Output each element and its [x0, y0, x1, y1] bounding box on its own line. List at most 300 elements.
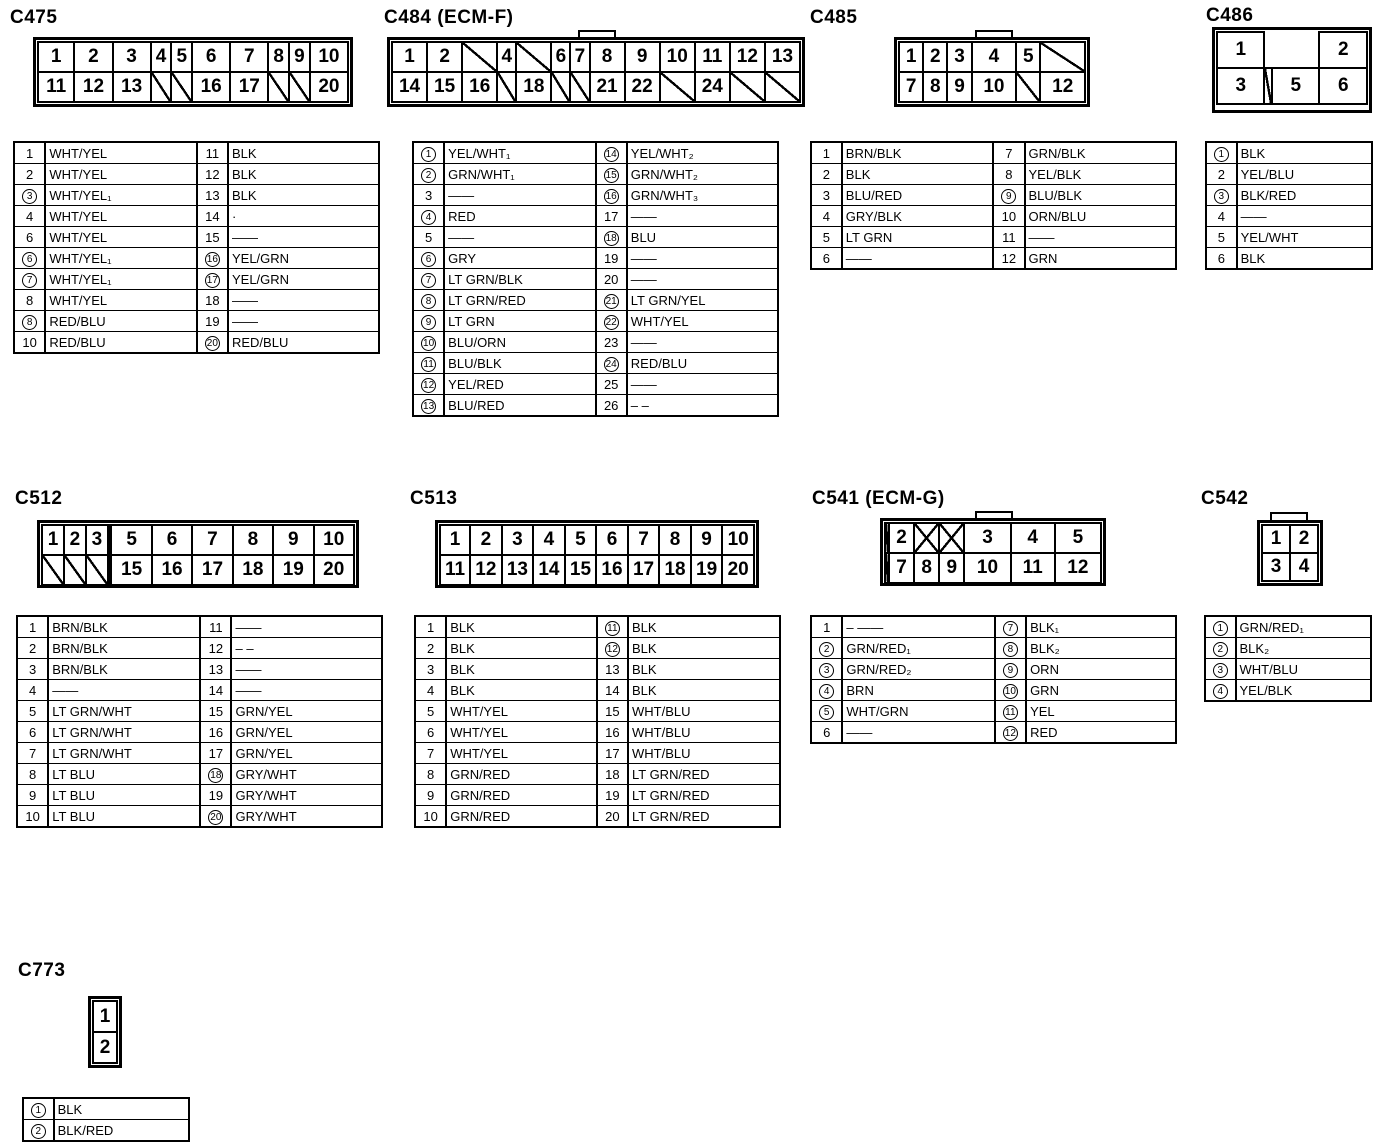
- table-row: [1205, 659, 1371, 680]
- wire-color: RED: [1026, 722, 1176, 744]
- pin-cavity: 4: [533, 525, 565, 555]
- pin-number: 4: [415, 680, 446, 701]
- wire-color: GRN/YEL: [231, 722, 382, 743]
- wire-color: BLK: [446, 616, 597, 638]
- pin-number: 13: [597, 659, 628, 680]
- pin-cavity: 2: [1290, 525, 1318, 553]
- wire-color: GRN: [1026, 680, 1176, 701]
- table-row: [14, 164, 379, 185]
- pin-cavity: 2: [923, 42, 947, 72]
- wire-color: WHT/YEL: [627, 311, 778, 332]
- pin-number: 15: [197, 227, 228, 248]
- pin-cavity: 1: [899, 42, 923, 72]
- pin-grid: [884, 522, 1102, 584]
- table-row: [811, 185, 1176, 206]
- pin-number: 6: [415, 722, 446, 743]
- empty-cavity: [660, 72, 695, 102]
- pin-number: 3: [819, 663, 834, 678]
- table-row: [1205, 638, 1371, 659]
- table-row: [17, 680, 382, 701]
- wire-color: BLK₂: [1026, 638, 1176, 659]
- pin-cavity: 10: [722, 525, 754, 555]
- pin-grid: [37, 41, 349, 103]
- wire-color: LT GRN: [842, 227, 993, 248]
- table-row: [14, 269, 379, 290]
- pin-number: 12: [993, 248, 1024, 270]
- pin-cavity: 2: [1319, 32, 1367, 68]
- pin-number: 6: [14, 227, 45, 248]
- pin-cavity: 2: [889, 523, 914, 553]
- table-row: [23, 1098, 189, 1120]
- table-row: [14, 290, 379, 311]
- pin-number: 15: [605, 169, 617, 181]
- wire-color: LT BLU: [48, 806, 200, 828]
- pin-cavity: 1: [1262, 525, 1290, 553]
- pin-cavity: 3: [964, 523, 1010, 553]
- pin-number: 15: [597, 701, 628, 722]
- pin-number: 16: [206, 253, 218, 265]
- pin-cavity: 3: [1262, 553, 1290, 581]
- pin-cavity: 10: [310, 42, 348, 72]
- pin-cavity: 17: [192, 555, 232, 585]
- pin-number: 8: [415, 764, 446, 785]
- pin-cavity: 8: [914, 553, 939, 583]
- wire-color: WHT/YEL: [45, 290, 196, 311]
- pin-number: 9: [415, 785, 446, 806]
- table-row: [1206, 185, 1372, 206]
- wire-color: YEL/BLU: [1237, 164, 1372, 185]
- pin-cavity: 18: [516, 72, 551, 102]
- pin-number: 12: [423, 379, 435, 391]
- table-row: [413, 206, 778, 227]
- pin-number: 8: [14, 290, 45, 311]
- pin-cavity: 3: [947, 42, 971, 72]
- wire-color: – –: [231, 638, 382, 659]
- pin-number: 10: [423, 337, 435, 349]
- wire-color: – ——: [842, 616, 994, 638]
- table-row: [1206, 164, 1372, 185]
- table-row: [23, 1120, 189, 1142]
- wire-color: ——: [627, 374, 778, 395]
- table-row: [413, 142, 778, 164]
- pin-cavity: 4: [1290, 553, 1318, 581]
- table-row: [413, 311, 778, 332]
- connector-title: C486: [1206, 5, 1254, 26]
- pin-number: 4: [421, 210, 436, 225]
- pin-number: 11: [993, 227, 1024, 248]
- wire-color: GRY/BLK: [842, 206, 993, 227]
- pin-cavity: 5: [565, 525, 597, 555]
- wire-color: ——: [627, 248, 778, 269]
- pin-number: 12: [1004, 727, 1016, 739]
- pin-number: 1: [1213, 621, 1228, 636]
- wire-color: GRY: [444, 248, 595, 269]
- pin-grid: [898, 41, 1086, 103]
- pin-number: 10: [14, 332, 45, 354]
- pin-number: 5: [819, 705, 834, 720]
- pin-number: 19: [200, 785, 231, 806]
- empty-cavity: [462, 42, 497, 72]
- pin-cavity: 19: [273, 555, 313, 585]
- pin-number: 6: [811, 722, 842, 744]
- pin-number: 6: [1206, 248, 1237, 270]
- pin-number: 18: [210, 769, 222, 781]
- wire-color: BLK₂: [1236, 638, 1372, 659]
- wire-color: BLU/RED: [842, 185, 993, 206]
- wire-color: BLK: [1237, 142, 1372, 164]
- pin-number: 9: [17, 785, 48, 806]
- pin-number: 8: [17, 764, 48, 785]
- pin-cavity: 7: [192, 525, 232, 555]
- pin-cavity: 6: [192, 42, 230, 72]
- pin-cavity: 10: [972, 72, 1017, 102]
- wire-color: WHT/YEL: [446, 701, 597, 722]
- pin-number: 19: [197, 311, 228, 332]
- pin-number: 11: [605, 621, 620, 636]
- empty-cavity: [42, 555, 64, 585]
- wire-color: BRN: [842, 680, 994, 701]
- table-row: [1206, 248, 1372, 270]
- empty-cavity: [171, 72, 192, 102]
- pin-cavity: 17: [230, 72, 268, 102]
- wire-color: BLK/RED: [54, 1120, 189, 1142]
- pin-cavity: 11: [440, 555, 470, 585]
- empty-cavity: [1016, 72, 1040, 102]
- pin-number: 26: [596, 395, 627, 417]
- pin-number: 2: [819, 642, 834, 657]
- pin-grid: [92, 1000, 118, 1064]
- wire-color: ——: [48, 680, 200, 701]
- wire-color: GRN/WHT₂: [627, 164, 778, 185]
- pin-cavity: 2: [470, 525, 502, 555]
- pin-cavity: 24: [695, 72, 730, 102]
- table-row: [14, 142, 379, 164]
- wire-color: RED/BLU: [627, 353, 778, 374]
- pin-number: 7: [22, 273, 37, 288]
- pin-number: 2: [17, 638, 48, 659]
- pin-grid: [1261, 524, 1319, 582]
- empty-cavity: [289, 72, 310, 102]
- wire-color: ——: [627, 206, 778, 227]
- pin-number: 9: [1003, 663, 1018, 678]
- pin-number: 8: [421, 294, 436, 309]
- pin-number: 2: [1213, 642, 1228, 657]
- pin-cavity: 6: [596, 525, 628, 555]
- table-row: [413, 290, 778, 311]
- wire-color: BRN/BLK: [48, 616, 200, 638]
- wire-color: BLK: [628, 659, 780, 680]
- pin-cavity: 2: [64, 525, 86, 555]
- connector-title: C513: [410, 488, 458, 509]
- wire-color: BLK/RED: [1237, 185, 1372, 206]
- pin-number: 3: [415, 659, 446, 680]
- wire-color: WHT/YEL₁: [45, 185, 196, 206]
- pin-number: 4: [811, 206, 842, 227]
- wire-color-table: [1205, 141, 1373, 270]
- pin-cavity: 8: [923, 72, 947, 102]
- pin-number: 18: [197, 290, 228, 311]
- pin-cavity: 1: [42, 525, 64, 555]
- wire-color-table: [414, 615, 781, 828]
- wire-color-table: [13, 141, 380, 354]
- connector-title: C484 (ECM-F): [384, 7, 514, 28]
- pin-number: 3: [1214, 189, 1229, 204]
- pin-number: 1: [31, 1103, 46, 1118]
- pin-cavity: 13: [502, 555, 534, 585]
- table-row: [811, 701, 1176, 722]
- pin-cavity: 1: [93, 1001, 117, 1032]
- pin-cavity: 14: [392, 72, 427, 102]
- wire-color: ——: [627, 269, 778, 290]
- table-row: [811, 680, 1176, 701]
- pin-number: 16: [605, 190, 617, 202]
- pin-cavity: 10: [964, 553, 1010, 583]
- pin-cavity: 5: [1055, 523, 1101, 553]
- pin-grid: [439, 524, 755, 586]
- pin-number: 16: [200, 722, 231, 743]
- pin-number: 14: [605, 148, 617, 160]
- wire-color: WHT/YEL₁: [45, 248, 196, 269]
- pin-number: 1: [14, 142, 45, 164]
- pin-number: 24: [605, 358, 617, 370]
- pin-number: 2: [14, 164, 45, 185]
- table-row: [413, 374, 778, 395]
- pin-cavity: 16: [462, 72, 497, 102]
- pin-number: 20: [210, 811, 222, 823]
- wire-color: BLK: [228, 185, 379, 206]
- wire-color: ·: [228, 206, 379, 227]
- pin-number: 22: [605, 316, 617, 328]
- table-row: [17, 659, 382, 680]
- pin-cavity: 22: [625, 72, 660, 102]
- wire-color: BRN/BLK: [48, 659, 200, 680]
- pin-grid: [391, 41, 801, 103]
- pin-cavity: 16: [152, 555, 192, 585]
- wire-color: BLK: [1237, 248, 1372, 270]
- table-row: [415, 701, 780, 722]
- wire-color: ——: [842, 248, 993, 270]
- pin-number: 6: [17, 722, 48, 743]
- pin-number: 6: [421, 252, 436, 267]
- pin-number: 2: [811, 164, 842, 185]
- table-row: [413, 332, 778, 353]
- pin-cavity: 2: [427, 42, 462, 72]
- table-row: [415, 722, 780, 743]
- pin-cavity: 14: [533, 555, 565, 585]
- pin-cavity: 12: [1040, 72, 1085, 102]
- wire-color: GRN/RED: [446, 806, 597, 828]
- pin-cavity: 3: [1217, 68, 1264, 104]
- pin-cavity: 1: [1217, 32, 1264, 68]
- wire-color: YEL/RED: [444, 374, 595, 395]
- table-row: [17, 785, 382, 806]
- pin-number: 1: [811, 616, 842, 638]
- wire-color: ——: [228, 290, 379, 311]
- wire-color: BLK: [54, 1098, 189, 1120]
- connector-title: C773: [18, 960, 66, 981]
- wire-color: WHT/BLU: [1236, 659, 1372, 680]
- wire-color: BRN/BLK: [842, 142, 993, 164]
- table-row: [14, 311, 379, 332]
- pin-cavity: 11: [1011, 553, 1055, 583]
- wire-color: BLK: [842, 164, 993, 185]
- table-row: [811, 722, 1176, 744]
- pin-number: 7: [415, 743, 446, 764]
- pin-number: 17: [597, 743, 628, 764]
- table-row: [811, 248, 1176, 270]
- wire-color: ——: [1025, 227, 1176, 248]
- empty-cavity: [86, 555, 108, 585]
- table-row: [415, 785, 780, 806]
- pin-cavity: 10: [660, 42, 695, 72]
- empty-cavity: [765, 72, 800, 102]
- pin-cavity: 5: [171, 42, 192, 72]
- wire-color: WHT/YEL: [45, 227, 196, 248]
- wire-color: BLU/ORN: [444, 332, 595, 353]
- wire-color-table: [22, 1097, 190, 1142]
- wire-color: ——: [444, 185, 595, 206]
- table-row: [1205, 680, 1371, 702]
- pin-cavity: 3: [86, 525, 108, 555]
- pin-cavity: 2: [93, 1032, 117, 1063]
- wire-color: YEL/GRN: [228, 248, 379, 269]
- pin-cavity: 12: [730, 42, 765, 72]
- pin-number: 6: [22, 252, 37, 267]
- empty-cavity: [570, 72, 589, 102]
- pin-cavity: 13: [765, 42, 800, 72]
- wire-color: WHT/YEL: [45, 206, 196, 227]
- pin-number: 17: [200, 743, 231, 764]
- pin-number: 7: [993, 142, 1024, 164]
- connector-face: [387, 37, 805, 107]
- table-row: [17, 638, 382, 659]
- empty-cavity: [151, 72, 172, 102]
- pin-cavity: 9: [939, 553, 964, 583]
- pin-number: 1: [421, 147, 436, 162]
- wire-color: GRN/YEL: [231, 701, 382, 722]
- wire-color: YEL: [1026, 701, 1176, 722]
- pin-cavity: 12: [470, 555, 502, 585]
- pin-number: 4: [819, 684, 834, 699]
- table-row: [17, 764, 382, 785]
- wire-color: ——: [228, 311, 379, 332]
- wire-color: BLK: [446, 638, 597, 659]
- pin-cavity: 12: [1055, 553, 1101, 583]
- pin-number: 3: [17, 659, 48, 680]
- table-row: [413, 185, 778, 206]
- pin-number: 25: [596, 374, 627, 395]
- wire-color: WHT/BLU: [628, 743, 780, 764]
- table-row: [413, 164, 778, 185]
- wire-color: ——: [231, 616, 382, 638]
- wire-color: LT GRN/BLK: [444, 269, 595, 290]
- pin-cavity: 12: [74, 72, 112, 102]
- pin-cavity: 1: [392, 42, 427, 72]
- table-row: [415, 659, 780, 680]
- pin-number: 14: [200, 680, 231, 701]
- pin-number: 8: [22, 315, 37, 330]
- pin-number: 10: [993, 206, 1024, 227]
- connector-face: [88, 996, 122, 1068]
- table-row: [811, 164, 1176, 185]
- pin-cavity: 9: [691, 525, 723, 555]
- table-row: [415, 764, 780, 785]
- wire-color: YEL/WHT: [1237, 227, 1372, 248]
- pin-number: 12: [197, 164, 228, 185]
- pin-number: 3: [1213, 663, 1228, 678]
- pin-cavity: 21: [590, 72, 625, 102]
- table-row: [14, 332, 379, 354]
- wire-color: GRN: [1025, 248, 1176, 270]
- pin-number: 23: [596, 332, 627, 353]
- wire-color: YEL/WHT₂: [627, 142, 778, 164]
- pin-number: 8: [993, 164, 1024, 185]
- wire-color: BLK: [446, 680, 597, 701]
- wire-color: WHT/YEL₁: [45, 269, 196, 290]
- wire-color: BLU/BLK: [444, 353, 595, 374]
- pin-number: 3: [22, 189, 37, 204]
- wire-color: YEL/GRN: [228, 269, 379, 290]
- pin-cavity: 7: [230, 42, 268, 72]
- wire-color: WHT/GRN: [842, 701, 994, 722]
- table-row: [413, 395, 778, 417]
- table-row: [811, 227, 1176, 248]
- connector-face: [1212, 27, 1372, 113]
- wire-color: ORN: [1026, 659, 1176, 680]
- pin-grid: [41, 524, 355, 586]
- pin-number: 3: [811, 185, 842, 206]
- pin-cavity: 16: [192, 72, 230, 102]
- pin-number: 2: [31, 1124, 46, 1139]
- table-row: [415, 616, 780, 638]
- pin-cavity: 6: [551, 42, 570, 72]
- wire-color: ——: [231, 659, 382, 680]
- connector-face: [435, 520, 759, 588]
- wire-color: YEL/WHT₁: [444, 142, 595, 164]
- wire-color: ——: [231, 680, 382, 701]
- blank-cavity: [1272, 32, 1319, 68]
- wire-color: GRN/WHT₁: [444, 164, 595, 185]
- pin-number: 5: [811, 227, 842, 248]
- wire-color: GRN/RED₁: [842, 638, 994, 659]
- table-row: [413, 227, 778, 248]
- pin-cavity: 13: [113, 72, 151, 102]
- pin-cavity: 5: [111, 525, 151, 555]
- pin-number: 17: [206, 274, 218, 286]
- wire-color: GRY/WHT: [231, 785, 382, 806]
- pin-number: 10: [415, 806, 446, 828]
- blocked-cavity: [914, 523, 939, 553]
- table-row: [17, 701, 382, 722]
- pin-number: 4: [14, 206, 45, 227]
- empty-cavity: [64, 555, 86, 585]
- pin-number: 19: [596, 248, 627, 269]
- table-row: [17, 743, 382, 764]
- empty-cavity: [730, 72, 765, 102]
- pin-cavity: 18: [233, 555, 273, 585]
- pin-cavity: 11: [695, 42, 730, 72]
- wire-color: LT GRN/WHT: [48, 743, 200, 764]
- wire-color: LT GRN: [444, 311, 595, 332]
- wire-color: LT GRN/RED: [628, 806, 780, 828]
- wire-color: WHT/YEL: [446, 722, 597, 743]
- pin-number: 8: [1003, 642, 1018, 657]
- pin-cavity: 7: [570, 42, 589, 72]
- connector-face: [880, 518, 1106, 586]
- pin-cavity: 7: [899, 72, 923, 102]
- connector-title: C541 (ECM-G): [812, 488, 945, 509]
- pin-cavity: 7: [628, 525, 660, 555]
